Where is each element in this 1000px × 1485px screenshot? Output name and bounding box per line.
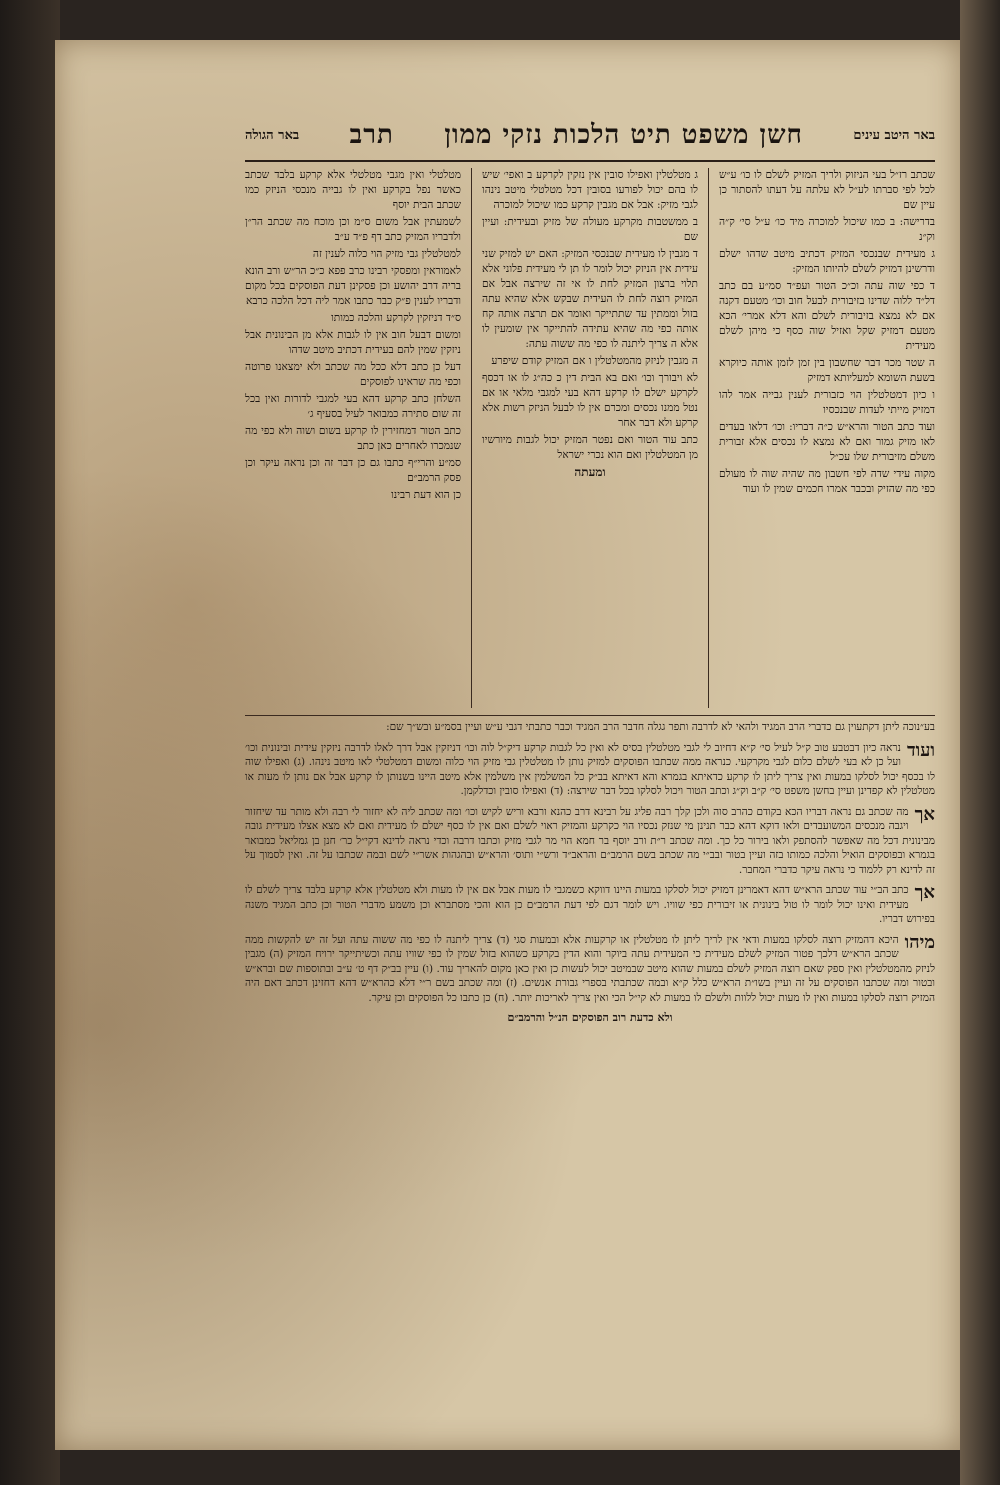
column-right-paragraph: מקוה עידי שדה לפי חשבון מה שהיה שוה לו מעולם כפי מה שהזיק ובכבר אמרו חכמים שמין לו ועוד [719, 468, 935, 495]
column-right-paragraph: ה שטר מכר דבר שחשבון בין זמן לזמן אותה כיוקרא בשעת השומא למעליותא דמזיק [719, 357, 935, 384]
document-page [55, 40, 960, 1450]
column-middle-paragraph: ג מטלטלין ואפילו סובין אין נזקין לקרקע ב ואפי׳ שיש לו בהם יכול לפורעו בסובין דכל מטלטלי מיטב נינהו לגבי מזיק: אבל אם מגבין קרקע כמו שיכול למוכרה [482, 169, 698, 211]
column-middle-paragraph: ב ממשטבות מקרקע מעולה של מזיק ובעידית: ועיין שם [482, 216, 698, 243]
column-middle-paragraph: כתב עוד הטור ואם נפטר המזיק יכול לגבות מיורשיו מן המטלטלין ואם הוא נכרי ישראל [482, 434, 698, 461]
section-divider [245, 715, 935, 716]
column-divider [708, 168, 709, 708]
commentary-block [245, 883, 935, 927]
header-left-label: באר הגולה [245, 128, 300, 143]
commentary-footer: ולא כדעת רוב הפוסקים הנ״ל והרמב״ם [507, 1011, 673, 1024]
book-binding-left [0, 0, 60, 1485]
commentary-text: כתב הב״י עוד שכתב הרא״ש דהא דאמרינן דמזיק יכול לסלקו במעות היינו דווקא כשמגבי לו מעות אבל אם אין לו מעות ולא מטלטלין אלא קרקע בלבד צריך לשלם לו מעידית ואינו יכול לומר לו טול בינונית או זיבורית כפי שוויו. ויש לומר דגם לפי דעת הרמב״ם כן הוא והכי מסתברא וכן משמע מדברי הטור וכן כתב המגיד משנה בפירוש דבריו. [245, 884, 935, 925]
column-right-paragraph: שכתב רז״ל בעי הניזוק ולריך המזיק לשלם לו כו׳ ע״ש לכל לפי סברתו לע״ל לא עלתה על דעתו להסתור כן עיין שם [719, 169, 935, 211]
commentary-blocks [245, 741, 935, 1006]
commentary-lead-word: מיהו [904, 931, 935, 953]
column-left-paragraph: לשמעתין אבל משום ס״מ וכן מוכח מה שכתב הר״ן ולדבריו המזיק כתב דף פ״ד ע״ב [245, 216, 461, 243]
column-middle-paragraph: ה מגבין לניזק מהמטלטלין ו אם המזיק קודם שיפרע [491, 355, 698, 367]
header-page-number: תרב [349, 120, 394, 150]
header-title: חשן משפט תיט הלכות נזקי ממון [444, 120, 803, 150]
column-left-paragraph: השלחן כתב קרקע דהא בעי למגבי לדורות ואין בכל זה שום סתירה כמבואר לעיל בסעיף ג׳ [245, 393, 461, 420]
commentary-intro: בע״נוכה ליתן דקתעוין גם כדברי הרב המגיד ולהאי לא לדרבה ותפר גגלה חדבר הרב המגיד וכבר כתבתי דגבי ע״ש ועיין בסמ״ע ובש״ך שם: [386, 721, 935, 733]
column-left-paragraph: ס״ד דניזקין לקרקע והלכה כמותו [331, 312, 461, 324]
column-left-paragraph: לאמוראין ומפסקי רבינו כרב פפא כ״כ הר״ש ורב הונא בריה דרב יהושע וכן פסקינן דעת הפוסקים בכל מקום ודבריו לענין פ״ק כבר כתבו אמר ליה דכל הלכה כרבא [245, 265, 461, 307]
commentary-block [245, 741, 935, 799]
column-right-paragraph: ועוד כתב הטור והרא״ש כ״ה דבריו: וכו׳ דלאו בעדים לאו מזיק גמור ואם לא נמצא לו נכסים אלא זבורית משלם מזיבורית שלו עכ״ל [719, 421, 935, 463]
column-divider [471, 168, 472, 708]
column-left-paragraph: מטלטלי ואין מגבי מטלטלי אלא קרקע בלבד שכתב כאשר נפל בקרקע ואין לו גבייה מנכסי הניזק כמו שכתב הבית יוסף [245, 169, 461, 211]
commentary-block [245, 805, 935, 878]
commentary-block [245, 933, 935, 1006]
column-middle [482, 168, 698, 708]
column-left-paragraph: כן הוא דעת רבינו [391, 489, 461, 501]
commentary-text: היכא דהמזיק רוצה לסלקו במעות ודאי אין לריך ליתן לו מטלטלין או קרקעות אלא ובמעות סגי (ד) צריך ליתנה לו כפי מה ששוה עתה ועל זה יש להקשות ממה שכתב הרא״ש דלכך פטור המזיק לשלם מעידית כי המעידית עתה ביוקר והוא הדין בקרקע כשהוא בזול שמין לו כפי שוויו עתה וכשיתייקר ירויח המזיק (ה) מגבין לניזק מהמטלטלין ואין ספק שאם רוצה המזיק לשלם במעות שהוא מיטב שבמיטב יכול לעשות כן ואין כאן מקום להאריך עוד. (ו) עיין בב״ק דף ט׳ ע״ב ובתוספות שם וברא״ש ובטור ומה שכתבו הפוסקים על זה ועיין בשו״ת הרא״ש כלל ק״א ובמה שכתבתי בספרי גבורת אנשים. (ז) ומה שכתב בשם ר״י דלא כהרא״ש דהא דחזינן דכתב דאם היה המזיק רוצה לסלקו במעות ואין לו מעות יכול ללוות ולשלם לו במעות לא קי״ל הכי ואין צריך לאריכות יותר. (ח) כן כתבו כל הפוסקים וכן עיקר. [245, 933, 935, 1004]
column-left-paragraph: ומשום דבעל חוב אין לו לגבות אלא מן הבינונית אבל ניזקין שמין להם בעידית דכתיב מיטב שדהו [245, 329, 461, 356]
column-right-paragraph: ו כיון דמטלטלין הוי כזבורית לענין גבייה אמר להו דמזיק מייתי לעדות שבנכסיו [719, 389, 935, 416]
column-middle-paragraph: ומעתה [574, 465, 606, 479]
header-right-label: באר היטב עינים [853, 128, 935, 143]
column-right-paragraph: ד כפי שוה עתה וכ״כ הטור ועפ״ד סמ״ע בם כתב דל״ד ללוה שדינו בזיבורית לבעל חוב וכו׳ מטעם דקנה אם לא נמצא בזיבורית לשלם והא דלא אמרי׳ הכא מטעם דמזיק שקל ואזיל שוה כסף כי מיהן לשלם מעידית [719, 280, 935, 352]
commentary-text: מה שכתב גם נראה דבריו הכא בקודם כהרב סוה ולכן קלך רבה פליג על רבינא דרב כהנא ורבא וריש לקיש וכו׳ ומה שכתב ליה לא יחזור לי רבה ולא מותר עד שיחזור ויגבה מנכסים המשועבדים ולאו דוקא דהא כבר תנינן מי שנזק נכסיו הוי כקרקע והמזיק ראוי לשלם ואם אין לו כסף ישלם לו מעידית ואם לא מצא אצלו מעידית גובה מבינונית דכל מה שאפשר להסתפק ולאו בירור כל כך. ומה שכתב ר״ת ורב יוסף בר חמא הוי מר לגבי מזיק וכתבו דרבה וכדי נראה לדינא דקי״ל כר׳ חנן בן גמליאל כמבואר בגמרא ובפוסקים הואיל והלכה כמותו בזה ועיין בטור ובב״י מה שכתב בשם הרמב״ם והראב״ד ורש״י ותוס׳ והרא״ש ובהגהות אשר״י לשם ובמה שכתבו על זה. ואין לסמוך על זה לדינא רק ללמוד כי נראה עיקר כדברי המחבר. [245, 805, 935, 876]
header-divider [245, 160, 935, 162]
commentary-lead-word: אך [914, 882, 935, 903]
commentary-text: נראה כיון דבטבע טוב ק״ל לעיל סי׳ ק״א דחיוב לי לגבי מטלטלין בסיס לא ואין כל לגבות קרקע דיק״ל לוה וכו׳ דניזקין אבל דרך לאלו לדרבה ניזקין עידית ובינונית וכו׳ ועל כן לא בעי לשלם כלום לגבי מקרקעי. כנראה ממה שכתבו הפוסקים למזיק נותן לו מטלטלין גבי מזיק הוי כלוה ומשום דמטלטלי לאו מיטב נינהו. (ג) ואפילו שוה לו בכסף יכול לסלקו במעות ואין צריך ליתן לו קרקע כדאיתא בגמרא והא דאיתא בב״ק כל המשלמין אין משלמין אלא מיטב היינו בשנותן לו קרקע אבל אם נותן לו מעות או מטלטלין לא קפדינן ועיין בחשן משפט סי׳ ק״ב וק״ג וכתב הטור ויכול לסלקו בכל דבר שירצה: (ד) ואפילו סובין וכדלקמן. [245, 741, 935, 797]
book-binding-right [960, 0, 1000, 1485]
main-text-columns [245, 168, 935, 708]
column-middle-paragraph: לא ויבורך וכו׳ ואם בא הבית דין כ כה״ג לו או דכסף לקרקע ישלם לו קרקע דהא בעי למגבי מלאי או אם נטל ממנו נכסים ומכרם אין לו לבעל הניזק רשות אלא קרקע ולא דבר אחר [482, 372, 698, 429]
column-left-paragraph: כתב הטור דמחזירין לו קרקע בשום ושוה ולא כפי מה שנמכרו לאחרים כאן כתב [245, 425, 461, 452]
column-right-paragraph: בדרישה: ב כמו שיכול למוכרה מיד כו׳ ע״ל סי׳ ק״ה וק״נ [719, 216, 935, 243]
column-left-paragraph: דעל כן כתב דלא ככל מה שכתב ולא ימצאנו פרוטה וכפי מה שראינו לפוסקים [245, 361, 461, 388]
column-left-paragraph: למטלטלין גבי מזיק הוי כלוה לענין זה [312, 248, 461, 260]
column-right-paragraph: ג מעידית שבנכסי המזיק דכתיב מיטב שדהו ישלם ודרשינן דמזיק לשלם להיותו המזיק: [719, 248, 935, 275]
page-header [245, 110, 935, 160]
column-left [245, 168, 461, 708]
column-middle-paragraph: ד מגבין לו מעידית שבנכסי המזיק: האם יש למזיק שני עידית אין הניזק יכול לומר לו תן לי מעידית פלוני אלא תלוי ברצון המזיק לחת לו אי זה שירצה אבל אם המזיק רוצה לחת לו העידית שבקש אלא שהיא עתה בזול וממתין עד שתתייקר ואומר אם תרצה אותה קח אותה כפי מה שהיא עתידה להתייקר אין שומעין לו אלא ה צריך ליתנה לו כפי מה ששוה עתה: [482, 248, 698, 350]
column-right [719, 168, 935, 708]
commentary-lead-word: ועוד [906, 739, 935, 761]
commentary-lead-word: אך [914, 803, 935, 825]
column-left-paragraph: סמ״ע והרי״ף כתבו גם כן דבר זה וכן נראה עיקר וכן פסק הרמב״ם [245, 457, 461, 484]
commentary-section [245, 720, 935, 1420]
